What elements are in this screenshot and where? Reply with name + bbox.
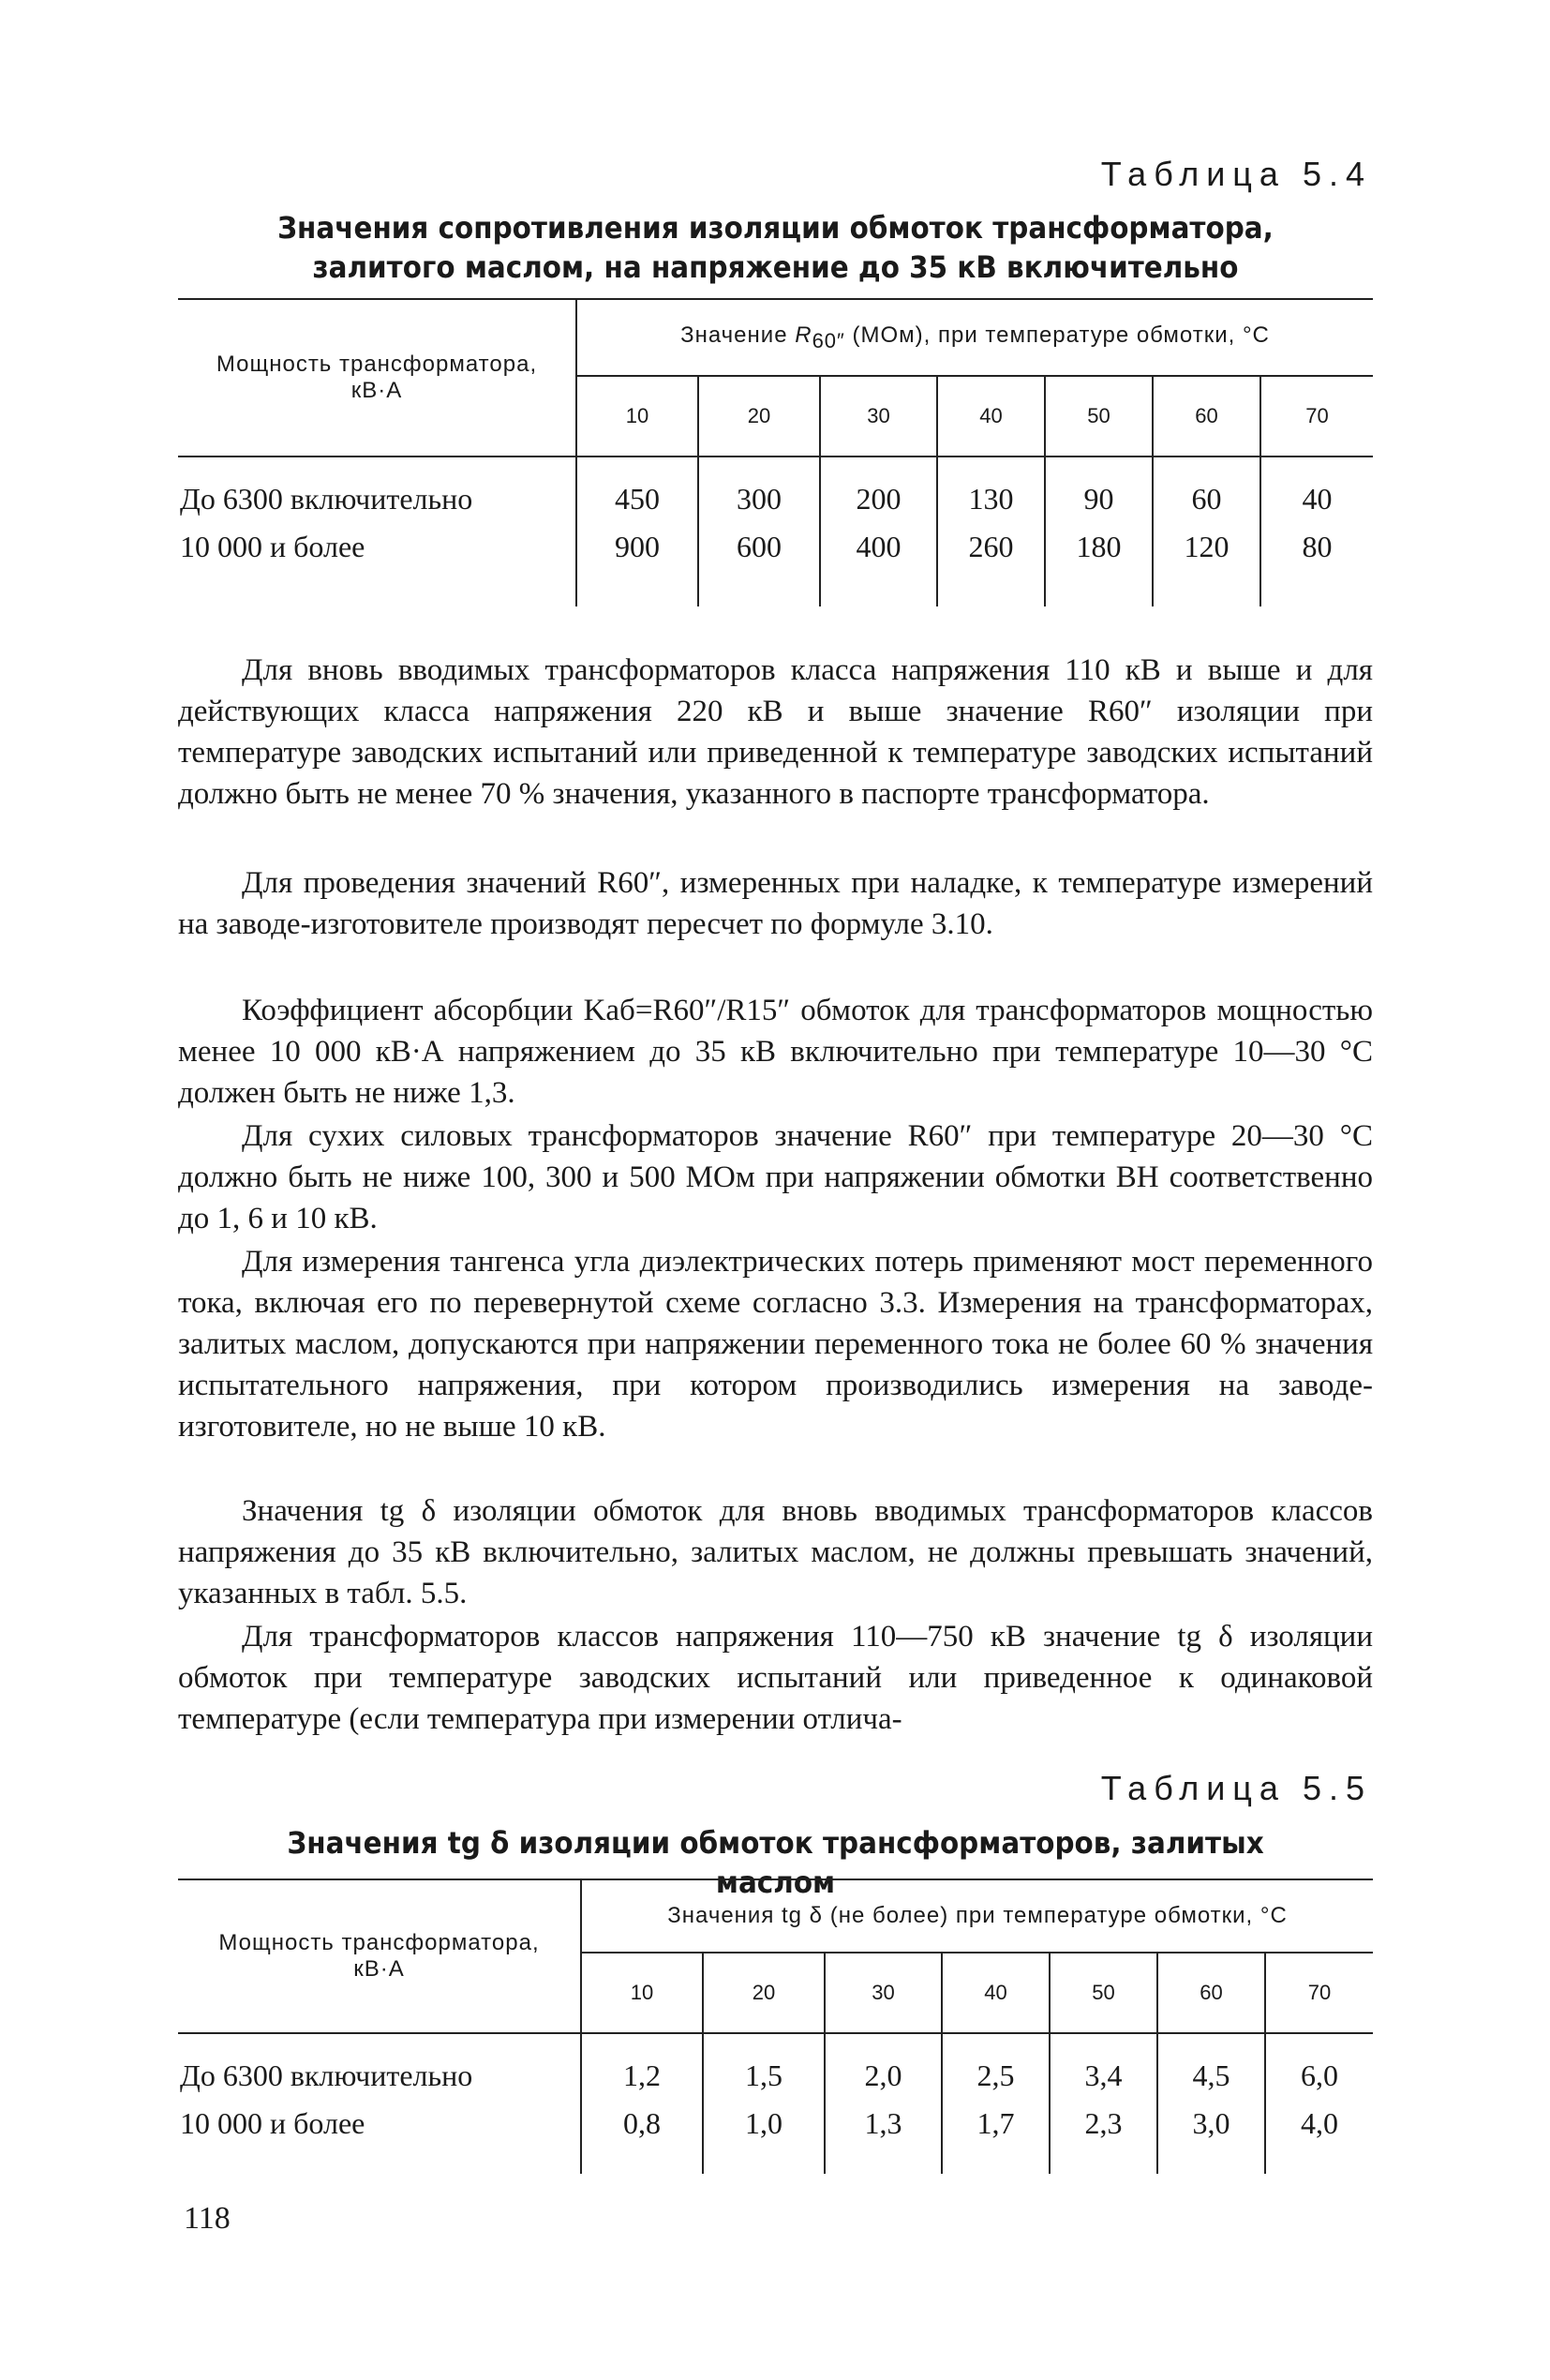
table-5-4-temp: 50 <box>1045 376 1153 457</box>
table-5-4-column-label-line1: Мощность трансформатора, <box>216 352 538 377</box>
table-5-4-caption: Таблица 5.4 <box>1100 155 1372 193</box>
table-5-4-cell: 40 <box>1260 457 1373 522</box>
table-5-4-temp: 10 <box>576 376 698 457</box>
table-5-5-header: Значения tg δ (не более) при температуре обмотки, °С <box>581 1879 1373 1953</box>
table-5-4-column-label <box>178 299 576 457</box>
table-5-5-cell: 0,8 <box>581 2099 703 2174</box>
table-5-5-cell: 4,0 <box>1265 2099 1373 2174</box>
table-5-5-cell: 1,2 <box>581 2033 703 2099</box>
table-5-5-column-label-line2: кВ·А <box>353 1956 405 1982</box>
table-5-5-cell: 2,0 <box>825 2033 942 2099</box>
table-5-5-cell: 1,7 <box>942 2099 1050 2174</box>
table-5-4-row <box>178 457 1373 522</box>
page-number: 118 <box>184 2201 231 2236</box>
table-5-4-cell: 130 <box>937 457 1045 522</box>
table-5-4-temp: 60 <box>1153 376 1260 457</box>
table-5-4-cell: 80 <box>1260 522 1373 606</box>
table-5-5-title: Значения tg δ изоляции обмоток трансформаторов, залитых маслом <box>287 1825 1264 1900</box>
table-5-4-header <box>576 299 1373 376</box>
table-5-5-cell: 2,3 <box>1050 2099 1157 2174</box>
paragraph: Для трансформаторов классов напряжения 110—750 кВ значение tg δ изоляции обмоток при температуре заводских испытаний или приведенное к одинаковой температуре (если температура при измерении отлича- <box>178 1620 1373 1736</box>
table-5-5-column-label <box>178 1879 581 2033</box>
table-5-5-cell: 3,4 <box>1050 2033 1157 2099</box>
table-5-5-temp: 10 <box>581 1953 703 2033</box>
table-5-4-cell: 900 <box>576 522 698 606</box>
table-5-4-header-prefix: Значение <box>680 322 796 348</box>
table-5-5-cell: 2,5 <box>942 2033 1050 2099</box>
table-5-4-temp: 70 <box>1260 376 1373 457</box>
paragraph: Для проведения значений R60″, измеренных при наладке, к температуре измерений на заводе-изготовителе производят пересчет по формуле 3.10. <box>178 866 1373 941</box>
table-5-4-cell: 400 <box>820 522 937 606</box>
table-5-5-temp: 30 <box>825 1953 942 2033</box>
table-5-4-cell: 300 <box>698 457 820 522</box>
table-5-4-row-label: 10 000 и более <box>180 530 365 563</box>
table-5-4-temp: 40 <box>937 376 1045 457</box>
table-5-4-title-line1: Значения сопротивления изоляции обмоток трансформатора, <box>277 210 1274 246</box>
table-5-4-cell: 260 <box>937 522 1045 606</box>
table-5-5-row-label: 10 000 и более <box>180 2106 365 2140</box>
table-5-5-row-label: До 6300 включительно <box>180 2058 473 2092</box>
table-5-5-row <box>178 2033 1373 2099</box>
table-5-5-cell: 1,3 <box>825 2099 942 2174</box>
table-5-5-temp: 40 <box>942 1953 1050 2033</box>
table-5-4-header-sub: 60″ <box>812 328 845 352</box>
table-5-4-temp: 30 <box>820 376 937 457</box>
table-5-4-title-line2: залитого маслом, на напряжение до 35 кВ включительно <box>312 249 1239 285</box>
table-5-4-row <box>178 522 1373 606</box>
table-5-4 <box>178 298 1373 606</box>
table-5-4-header-suffix: (МОм), при температуре обмотки, °С <box>844 322 1270 348</box>
paragraph: Для вновь вводимых трансформаторов класса напряжения 110 кВ и выше и для действующих класса напряжения 220 кВ и выше значение R60″ изоляции при температуре заводских испытаний или приведенной к температуре заводских испытаний должно быть не менее 70 % значения, указанного в паспорте трансформатора. <box>178 653 1373 811</box>
paragraph: Для сухих силовых трансформаторов значение R60″ при температуре 20—30 °С должно быть не ниже 100, 300 и 500 МОм при напряжении обмотки ВН соответственно до 1, 6 и 10 кВ. <box>178 1119 1373 1235</box>
table-5-4-cell: 120 <box>1153 522 1260 606</box>
table-5-5-temp: 20 <box>703 1953 825 2033</box>
table-5-4-temp: 20 <box>698 376 820 457</box>
table-5-5 <box>178 1879 1373 2174</box>
paragraph: Для измерения тангенса угла диэлектрических потерь применяют мост переменного тока, включая его по перевернутой схеме согласно 3.3. Измерения на трансформаторах, залитых маслом, допускаются при напряжении переменного тока не более 60 % значения испытательного напряжения, при котором производились измерения на заводе-изготовителе, но не выше 10 кВ. <box>178 1245 1373 1444</box>
table-5-4-title <box>226 208 1325 287</box>
table-5-5-temp: 50 <box>1050 1953 1157 2033</box>
table-5-4-cell: 60 <box>1153 457 1260 522</box>
table-5-5-column-label-line1: Мощность трансформатора, <box>218 1930 540 1955</box>
paragraph: Значения tg δ изоляции обмоток для вновь вводимых трансформаторов классов напряжения до 35 кВ включительно, залитых маслом, не должны превышать значений, указанных в табл. 5.5. <box>178 1494 1373 1610</box>
table-5-4-cell: 90 <box>1045 457 1153 522</box>
table-5-4-cell: 600 <box>698 522 820 606</box>
table-5-5-cell: 4,5 <box>1157 2033 1265 2099</box>
table-5-4-column-label-line2: кВ·А <box>350 378 403 403</box>
table-5-4-row-label: До 6300 включительно <box>180 482 473 516</box>
table-5-5-cell: 1,5 <box>703 2033 825 2099</box>
table-5-4-cell: 200 <box>820 457 937 522</box>
table-5-5-row <box>178 2099 1373 2174</box>
table-5-4-cell: 180 <box>1045 522 1153 606</box>
table-5-5-caption: Таблица 5.5 <box>1100 1769 1372 1807</box>
table-5-5-cell: 1,0 <box>703 2099 825 2174</box>
table-5-4-cell: 450 <box>576 457 698 522</box>
paragraph: Коэффициент абсорбции Kаб=R60″/R15″ обмоток для трансформаторов мощностью менее 10 000 кВ·А напряжением до 35 кВ включительно при температуре 10—30 °С должен быть не ниже 1,3. <box>178 994 1373 1110</box>
table-5-4-header-symbol: R <box>795 322 812 348</box>
table-5-5-temp: 60 <box>1157 1953 1265 2033</box>
table-5-5-cell: 6,0 <box>1265 2033 1373 2099</box>
table-5-5-cell: 3,0 <box>1157 2099 1265 2174</box>
table-5-5-temp: 70 <box>1265 1953 1373 2033</box>
